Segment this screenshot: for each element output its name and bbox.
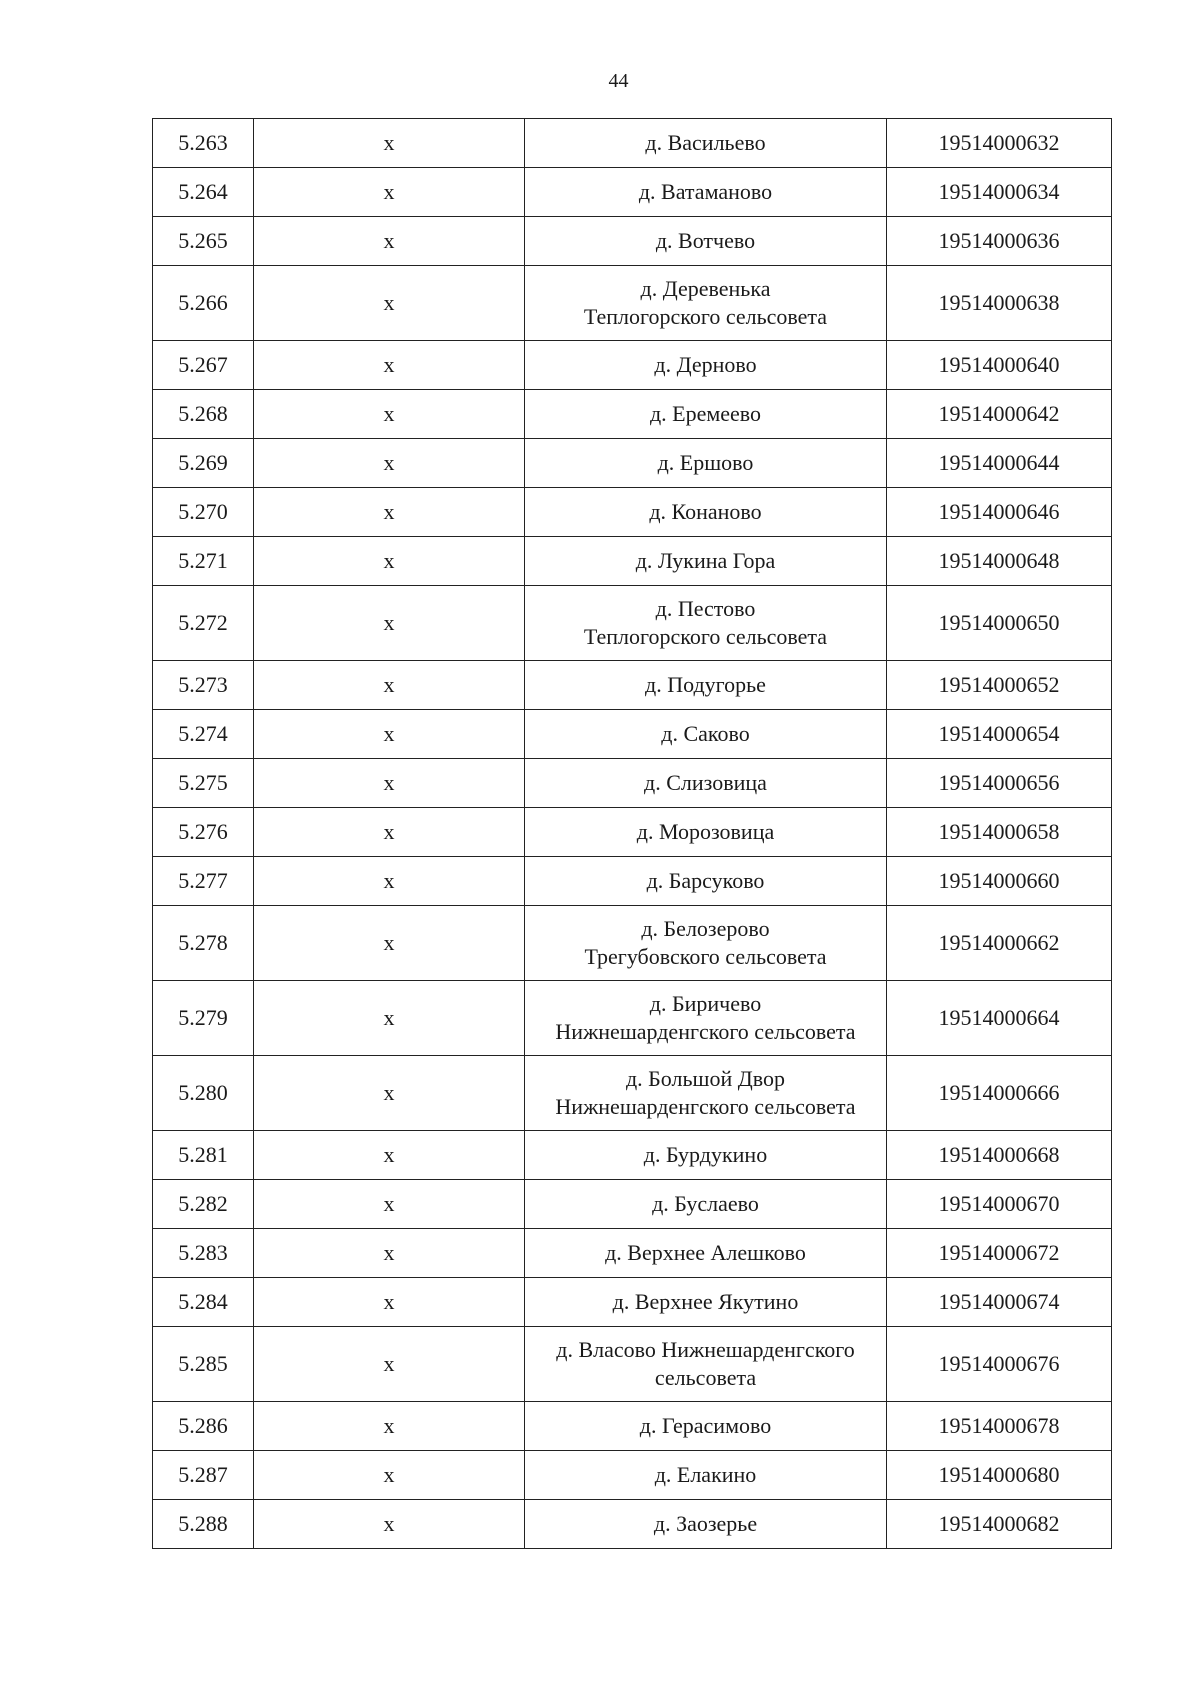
settlement-name-line: д. Еремеево xyxy=(649,401,762,426)
settlement-name-cell xyxy=(525,1229,887,1278)
table-row xyxy=(153,1451,1112,1500)
table-row xyxy=(153,537,1112,586)
mark-cell: х xyxy=(254,537,525,586)
settlement-name-cell xyxy=(525,1180,887,1229)
settlement-name-cell xyxy=(525,759,887,808)
mark-cell: х xyxy=(254,1327,525,1402)
mark-cell: х xyxy=(254,981,525,1056)
settlements-table xyxy=(152,118,1112,1549)
row-number-cell: 5.274 xyxy=(153,710,254,759)
mark-cell: х xyxy=(254,439,525,488)
table-row xyxy=(153,1131,1112,1180)
settlement-name-cell xyxy=(525,857,887,906)
row-number-cell: 5.283 xyxy=(153,1229,254,1278)
settlement-name-line: д. Верхнее Якутино xyxy=(612,1289,799,1314)
table-row xyxy=(153,217,1112,266)
oktmo-code-cell: 19514000656 xyxy=(887,759,1112,808)
oktmo-code-cell: 19514000680 xyxy=(887,1451,1112,1500)
mark-cell: х xyxy=(254,661,525,710)
settlement-name-cell xyxy=(525,390,887,439)
oktmo-code-cell: 19514000678 xyxy=(887,1402,1112,1451)
table-row xyxy=(153,1180,1112,1229)
table-row xyxy=(153,439,1112,488)
settlement-name-line: д. Васильево xyxy=(645,130,766,155)
table-row xyxy=(153,168,1112,217)
mark-cell: х xyxy=(254,1180,525,1229)
mark-cell: х xyxy=(254,710,525,759)
row-number-cell: 5.265 xyxy=(153,217,254,266)
table-row xyxy=(153,586,1112,661)
oktmo-code-cell: 19514000664 xyxy=(887,981,1112,1056)
table-row xyxy=(153,759,1112,808)
table-row xyxy=(153,906,1112,981)
row-number-cell: 5.264 xyxy=(153,168,254,217)
settlement-name-line: д. Деревенька xyxy=(640,276,771,301)
settlement-name-cell xyxy=(525,1056,887,1131)
row-number-cell: 5.273 xyxy=(153,661,254,710)
table-row xyxy=(153,857,1112,906)
row-number-cell: 5.287 xyxy=(153,1451,254,1500)
page-number: 44 xyxy=(608,70,629,92)
settlement-name-line: д. Ватаманово xyxy=(638,179,773,204)
oktmo-code-cell: 19514000650 xyxy=(887,586,1112,661)
oktmo-code-cell: 19514000662 xyxy=(887,906,1112,981)
oktmo-code-cell: 19514000660 xyxy=(887,857,1112,906)
mark-cell: х xyxy=(254,168,525,217)
table-row xyxy=(153,341,1112,390)
settlement-name-line: д. Елакино xyxy=(654,1462,757,1487)
settlement-name-line: д. Заозерье xyxy=(653,1511,758,1536)
settlement-name-cell xyxy=(525,1327,887,1402)
oktmo-code-cell: 19514000676 xyxy=(887,1327,1112,1402)
mark-cell: х xyxy=(254,1131,525,1180)
mark-cell: х xyxy=(254,217,525,266)
table-row xyxy=(153,119,1112,168)
table-row xyxy=(153,808,1112,857)
table-row xyxy=(153,1229,1112,1278)
mark-cell: х xyxy=(254,1056,525,1131)
row-number-cell: 5.279 xyxy=(153,981,254,1056)
row-number-cell: 5.285 xyxy=(153,1327,254,1402)
settlement-name-cell xyxy=(525,168,887,217)
settlement-name-line: д. Бурдукино xyxy=(643,1142,768,1167)
settlement-name-line: Теплогорского сельсовета xyxy=(583,624,828,649)
oktmo-code-cell: 19514000682 xyxy=(887,1500,1112,1549)
settlement-name-cell xyxy=(525,119,887,168)
oktmo-code-cell: 19514000648 xyxy=(887,537,1112,586)
table-row xyxy=(153,390,1112,439)
mark-cell: х xyxy=(254,390,525,439)
table-row xyxy=(153,1278,1112,1327)
oktmo-code-cell: 19514000636 xyxy=(887,217,1112,266)
settlement-name-cell xyxy=(525,661,887,710)
settlement-name-cell xyxy=(525,1278,887,1327)
row-number-cell: 5.268 xyxy=(153,390,254,439)
row-number-cell: 5.284 xyxy=(153,1278,254,1327)
table-row xyxy=(153,1056,1112,1131)
settlement-name-cell xyxy=(525,1451,887,1500)
settlement-name-cell xyxy=(525,586,887,661)
settlement-name-line: Трегубовского сельсовета xyxy=(584,944,827,969)
table-row xyxy=(153,710,1112,759)
settlement-name-line: д. Герасимово xyxy=(639,1413,772,1438)
settlement-name-line: д. Слизовица xyxy=(644,770,767,795)
settlement-name-line: д. Большой Двор xyxy=(625,1066,785,1091)
table-body xyxy=(153,119,1112,1549)
oktmo-code-cell: 19514000632 xyxy=(887,119,1112,168)
mark-cell: х xyxy=(254,341,525,390)
mark-cell: х xyxy=(254,906,525,981)
mark-cell: х xyxy=(254,1278,525,1327)
table-row xyxy=(153,1402,1112,1451)
settlement-name-cell xyxy=(525,1402,887,1451)
oktmo-code-cell: 19514000652 xyxy=(887,661,1112,710)
mark-cell: х xyxy=(254,1402,525,1451)
oktmo-code-cell: 19514000674 xyxy=(887,1278,1112,1327)
oktmo-code-cell: 19514000634 xyxy=(887,168,1112,217)
row-number-cell: 5.272 xyxy=(153,586,254,661)
settlement-name-line: д. Буслаево xyxy=(652,1191,759,1216)
settlement-name-cell xyxy=(525,1131,887,1180)
table-row xyxy=(153,1327,1112,1402)
settlement-name-line: д. Белозерово xyxy=(641,916,770,941)
mark-cell: х xyxy=(254,1451,525,1500)
row-number-cell: 5.282 xyxy=(153,1180,254,1229)
oktmo-code-cell: 19514000642 xyxy=(887,390,1112,439)
row-number-cell: 5.266 xyxy=(153,266,254,341)
row-number-cell: 5.271 xyxy=(153,537,254,586)
settlement-name-line: д. Дерново xyxy=(654,352,757,377)
row-number-cell: 5.280 xyxy=(153,1056,254,1131)
row-number-cell: 5.278 xyxy=(153,906,254,981)
settlement-name-line: д. Пестово xyxy=(655,596,756,621)
settlement-name-cell xyxy=(525,266,887,341)
row-number-cell: 5.270 xyxy=(153,488,254,537)
oktmo-code-cell: 19514000654 xyxy=(887,710,1112,759)
row-number-cell: 5.269 xyxy=(153,439,254,488)
mark-cell: х xyxy=(254,488,525,537)
settlement-name-line: д. Власово Нижнешарденгского xyxy=(556,1337,855,1362)
settlement-name-line: д. Подугорье xyxy=(645,672,766,697)
table-row xyxy=(153,661,1112,710)
mark-cell: х xyxy=(254,586,525,661)
row-number-cell: 5.263 xyxy=(153,119,254,168)
row-number-cell: 5.286 xyxy=(153,1402,254,1451)
settlement-name-line: Теплогорского сельсовета xyxy=(583,304,828,329)
mark-cell: х xyxy=(254,759,525,808)
mark-cell: х xyxy=(254,119,525,168)
settlement-name-line: д. Конаново xyxy=(649,499,762,524)
mark-cell: х xyxy=(254,1500,525,1549)
settlement-name-cell xyxy=(525,537,887,586)
oktmo-code-cell: 19514000666 xyxy=(887,1056,1112,1131)
oktmo-code-cell: 19514000658 xyxy=(887,808,1112,857)
settlement-name-cell xyxy=(525,808,887,857)
settlement-name-line: д. Биричево xyxy=(649,991,762,1016)
settlement-name-cell xyxy=(525,710,887,759)
settlement-name-cell xyxy=(525,341,887,390)
settlement-name-line: Нижнешарденгского сельсовета xyxy=(555,1094,856,1119)
oktmo-code-cell: 19514000640 xyxy=(887,341,1112,390)
oktmo-code-cell: 19514000644 xyxy=(887,439,1112,488)
row-number-cell: 5.288 xyxy=(153,1500,254,1549)
row-number-cell: 5.276 xyxy=(153,808,254,857)
row-number-cell: 5.275 xyxy=(153,759,254,808)
settlement-name-cell xyxy=(525,1500,887,1549)
row-number-cell: 5.267 xyxy=(153,341,254,390)
mark-cell: х xyxy=(254,266,525,341)
table-row xyxy=(153,981,1112,1056)
oktmo-code-cell: 19514000672 xyxy=(887,1229,1112,1278)
settlement-name-line: сельсовета xyxy=(654,1365,757,1390)
settlement-name-line: д. Лукина Гора xyxy=(635,548,776,573)
settlement-name-line: д. Вотчево xyxy=(655,228,756,253)
oktmo-code-cell: 19514000668 xyxy=(887,1131,1112,1180)
row-number-cell: 5.281 xyxy=(153,1131,254,1180)
table-row xyxy=(153,1500,1112,1549)
settlement-name-line: д. Ершово xyxy=(657,450,754,475)
settlement-name-cell xyxy=(525,217,887,266)
oktmo-code-cell: 19514000638 xyxy=(887,266,1112,341)
mark-cell: х xyxy=(254,1229,525,1278)
oktmo-code-cell: 19514000670 xyxy=(887,1180,1112,1229)
mark-cell: х xyxy=(254,857,525,906)
settlement-name-cell xyxy=(525,906,887,981)
settlement-name-line: Нижнешарденгского сельсовета xyxy=(555,1019,856,1044)
table-row xyxy=(153,488,1112,537)
settlement-name-line: д. Саково xyxy=(661,721,750,746)
settlement-name-cell xyxy=(525,981,887,1056)
settlement-name-cell xyxy=(525,439,887,488)
settlement-name-cell xyxy=(525,488,887,537)
settlement-name-line: д. Морозовица xyxy=(636,819,775,844)
oktmo-code-cell: 19514000646 xyxy=(887,488,1112,537)
settlement-name-line: д. Верхнее Алешково xyxy=(605,1240,806,1265)
mark-cell: х xyxy=(254,808,525,857)
table-row xyxy=(153,266,1112,341)
row-number-cell: 5.277 xyxy=(153,857,254,906)
settlement-name-line: д. Барсуково xyxy=(646,868,765,893)
